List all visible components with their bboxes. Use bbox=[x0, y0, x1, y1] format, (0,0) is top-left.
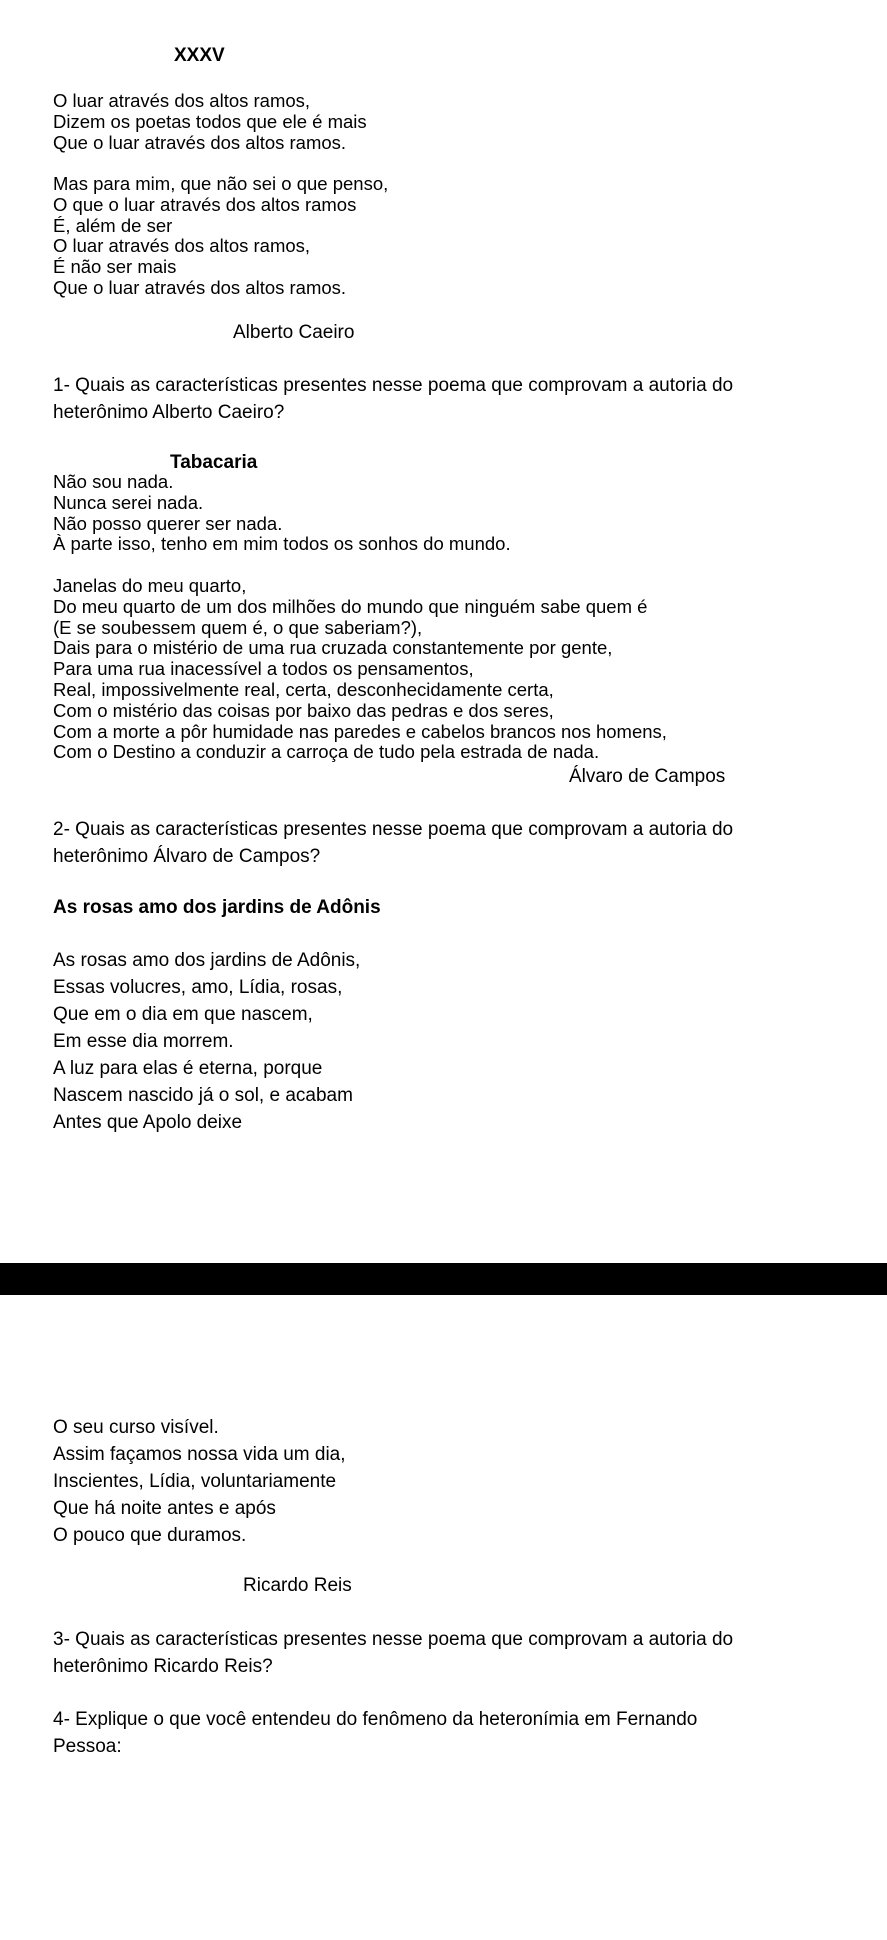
poem-line: Que há noite antes e após bbox=[53, 1498, 276, 1519]
poem3-part2 bbox=[53, 1414, 346, 1549]
poem-line: Não posso querer ser nada. bbox=[53, 512, 283, 534]
question2 bbox=[53, 816, 733, 870]
poem-line: À parte isso, tenho em mim todos os sonhos do mundo. bbox=[53, 533, 511, 555]
poem-line: Real, impossivelmente real, certa, desconhecidamente certa, bbox=[53, 678, 554, 700]
poem-line: Para uma rua inacessível a todos os pensamentos, bbox=[53, 658, 474, 680]
poem-line: A luz para elas é eterna, porque bbox=[53, 1058, 323, 1079]
poem-line: Essas volucres, amo, Lídia, rosas, bbox=[53, 977, 343, 998]
question-line: 1- Quais as características presentes nesse poema que comprovam a autoria do bbox=[53, 375, 734, 396]
poem-line: Com o mistério das coisas por baixo das pedras e dos seres, bbox=[53, 699, 554, 721]
question-line: Pessoa: bbox=[53, 1736, 122, 1757]
poem-line: Que o luar através dos altos ramos. bbox=[53, 276, 347, 298]
poem-line: Do meu quarto de um dos milhões do mundo que ninguém sabe quem é bbox=[53, 595, 648, 617]
poem2-stanza2 bbox=[53, 576, 667, 763]
poem-line: Janelas do meu quarto, bbox=[53, 575, 247, 596]
poem-line: Dais para o mistério de uma rua cruzada constantemente por gente, bbox=[53, 637, 613, 659]
poem-line: Não sou nada. bbox=[53, 471, 174, 492]
poem-line: As rosas amo dos jardins de Adônis, bbox=[53, 950, 361, 971]
poem1-stanza2 bbox=[53, 174, 388, 299]
question4 bbox=[53, 1706, 697, 1760]
poem-line: Com o Destino a conduzir a carroça de tudo pela estrada de nada. bbox=[53, 741, 600, 763]
poem-line: Que em o dia em que nascem, bbox=[53, 1004, 313, 1025]
poem-line: O luar através dos altos ramos, bbox=[53, 235, 311, 257]
poem-line: Em esse dia morrem. bbox=[53, 1031, 234, 1052]
poem-line: Mas para mim, que não sei o que penso, bbox=[53, 173, 389, 194]
poem1-author: Alberto Caeiro bbox=[233, 322, 355, 343]
question3 bbox=[53, 1626, 733, 1680]
poem-line: Que o luar através dos altos ramos. bbox=[53, 131, 347, 153]
poem-line: Antes que Apolo deixe bbox=[53, 1112, 243, 1133]
poem1-stanza1 bbox=[53, 91, 367, 153]
question-line: heterônimo Alberto Caeiro? bbox=[53, 402, 285, 423]
question1 bbox=[53, 372, 733, 426]
poem-line: É, além de ser bbox=[53, 214, 173, 236]
question-line: 3- Quais as características presentes nesse poema que comprovam a autoria do bbox=[53, 1629, 734, 1650]
page-break-bar bbox=[0, 1263, 887, 1295]
poem-line: Dizem os poetas todos que ele é mais bbox=[53, 110, 367, 132]
poem1-title: XXXV bbox=[174, 45, 225, 66]
poem2-author: Álvaro de Campos bbox=[569, 766, 726, 787]
poem3-title: As rosas amo dos jardins de Adônis bbox=[53, 897, 381, 918]
poem-line: O pouco que duramos. bbox=[53, 1525, 247, 1546]
question-line: heterônimo Ricardo Reis? bbox=[53, 1656, 273, 1677]
poem-line: Assim façamos nossa vida um dia, bbox=[53, 1444, 346, 1465]
question-line: 2- Quais as características presentes nesse poema que comprovam a autoria do bbox=[53, 819, 734, 840]
poem-line: Nunca serei nada. bbox=[53, 491, 204, 513]
poem3-author: Ricardo Reis bbox=[243, 1575, 352, 1596]
poem-line: O luar através dos altos ramos, bbox=[53, 90, 311, 111]
question-line: heterônimo Álvaro de Campos? bbox=[53, 846, 321, 867]
poem-line: Com a morte a pôr humidade nas paredes e cabelos brancos nos homens, bbox=[53, 720, 667, 742]
poem-line: O seu curso visível. bbox=[53, 1417, 219, 1438]
poem-line: Nascem nascido já o sol, e acabam bbox=[53, 1085, 353, 1106]
question-line: 4- Explique o que você entendeu do fenômeno da heteronímia em Fernando bbox=[53, 1709, 698, 1730]
poem3-part1 bbox=[53, 947, 360, 1136]
poem-line: (E se soubessem quem é, o que saberiam?), bbox=[53, 616, 423, 638]
poem-line: Inscientes, Lídia, voluntariamente bbox=[53, 1471, 337, 1492]
poem-line: O que o luar através dos altos ramos bbox=[53, 193, 357, 215]
poem2-title: Tabacaria bbox=[170, 452, 258, 473]
poem-line: É não ser mais bbox=[53, 256, 177, 278]
poem2-stanza1 bbox=[53, 472, 511, 555]
